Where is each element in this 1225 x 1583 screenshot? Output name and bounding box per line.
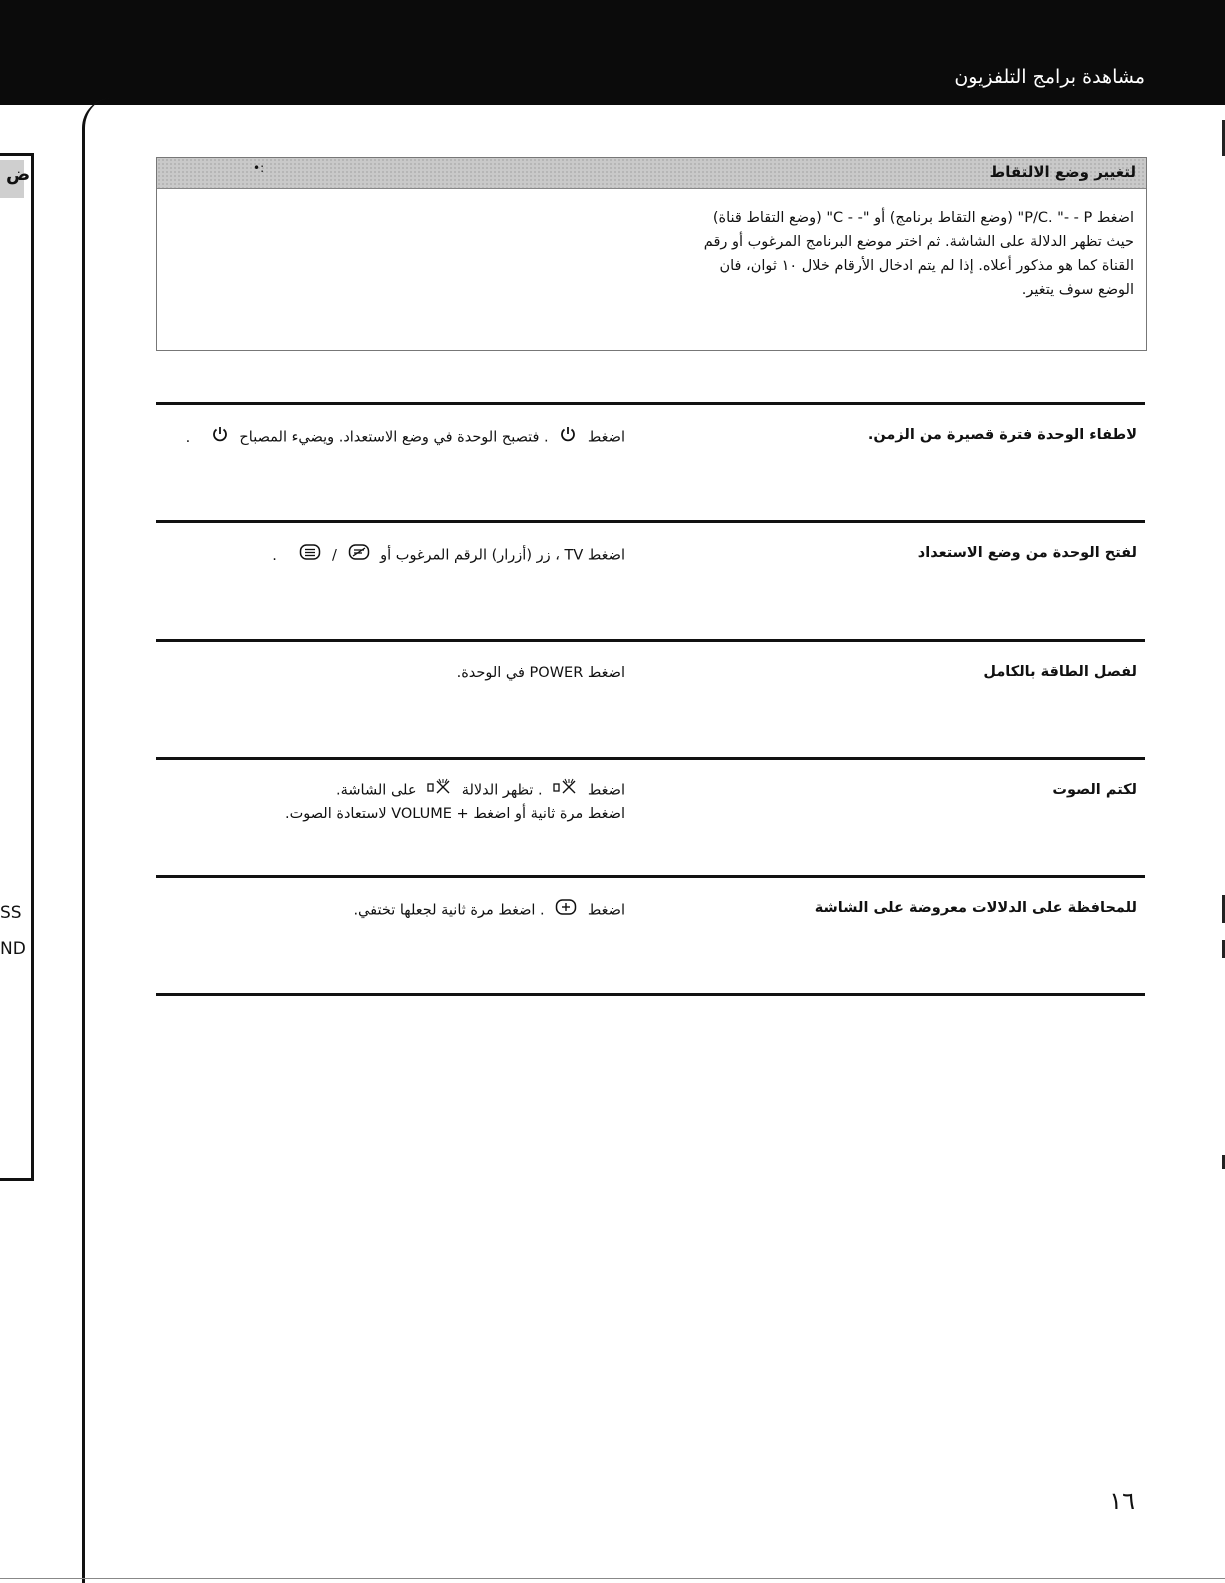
header-bar bbox=[0, 0, 1225, 105]
keep-display-text: . اضغط مرة ثانية لجعلها تختفي. bbox=[353, 902, 545, 919]
mode-change-line: الوضع سوف يتغير. bbox=[1021, 282, 1134, 298]
mode-change-box-header bbox=[157, 158, 1146, 189]
row-title-power-off: لفصل الطاقة بالكامل bbox=[983, 664, 1137, 680]
standby-text: . فتصبح الوحدة في وضع الاستعداد. ويضيء المصباح bbox=[239, 429, 549, 446]
mode-change-box bbox=[156, 157, 1147, 351]
trailing-dot: . bbox=[185, 429, 191, 446]
mode-change-title: لتغيير وضع الالتقاط bbox=[989, 163, 1136, 181]
section-divider bbox=[156, 875, 1145, 878]
mute-icon bbox=[553, 778, 577, 803]
section-divider bbox=[156, 993, 1145, 996]
row-desc-standby bbox=[186, 425, 625, 450]
mute-icon bbox=[427, 778, 451, 803]
press-word: اضغط bbox=[587, 429, 625, 446]
trailing-dot: . bbox=[272, 547, 277, 564]
row-title-standby: لاطفاء الوحدة فترة قصيرة من الزمن. bbox=[867, 427, 1137, 443]
mode-change-text bbox=[694, 206, 1134, 302]
mode-change-line: اضغط P/C. "- - P" (وضع التقاط برنامج) أو "- - C" (وضع التقاط قناة) bbox=[712, 210, 1134, 226]
row-title-keep-display: للمحافظة على الدلالات معروضة على الشاشة bbox=[814, 900, 1137, 916]
page-header-title: مشاهدة برامج التلفزيون bbox=[954, 66, 1145, 88]
press-word: اضغط bbox=[587, 782, 625, 799]
page-number: ١٦ bbox=[1109, 1487, 1135, 1515]
power-icon bbox=[211, 425, 229, 450]
press-word: اضغط bbox=[587, 902, 625, 919]
display-button-icon bbox=[555, 898, 577, 923]
wake-text: اضغط TV ، زر (أزرار) الرقم المرغوب أو bbox=[380, 547, 625, 564]
mute-indicator-text: . تظهر الدلالة bbox=[461, 782, 543, 799]
box-decoration: •: bbox=[253, 161, 265, 175]
footer-line bbox=[0, 1578, 1225, 1579]
power-icon bbox=[559, 425, 577, 450]
mode-change-line: حيث تظهر الدلالة على الشاشة. ثم اختر موضع البرنامج المرغوب أو رقم bbox=[703, 234, 1134, 250]
row-title-wake: لفتح الوحدة من وضع الاستعداد bbox=[917, 545, 1137, 561]
mode-change-line: القناة كما هو مذكور أعلاه. إذا لم يتم ادخال الأرقام خلال ١٠ ثوان، فان bbox=[719, 258, 1134, 274]
adjacent-page-tab-text: ض bbox=[6, 164, 31, 185]
mute-indicator-text-2: على الشاشة. bbox=[336, 782, 417, 799]
adjacent-page-fragment-1: SS bbox=[0, 903, 22, 923]
section-divider bbox=[156, 402, 1145, 405]
teletext-icon bbox=[299, 543, 321, 568]
row-desc-wake bbox=[272, 543, 625, 568]
page-edge-curve bbox=[82, 98, 113, 1583]
row-title-mute: لكتم الصوت bbox=[1052, 782, 1137, 798]
mute-line-2: اضغط مرة ثانية أو اضغط + VOLUME لاستعادة الصوت. bbox=[284, 806, 625, 822]
section-divider bbox=[156, 520, 1145, 523]
row-desc-keep-display bbox=[353, 898, 625, 923]
row-desc-power-off: اضغط POWER في الوحدة. bbox=[456, 665, 625, 681]
row-desc-mute bbox=[285, 778, 625, 825]
mute-line-1 bbox=[285, 778, 625, 803]
section-divider bbox=[156, 757, 1145, 760]
icon-separator: / bbox=[332, 547, 337, 564]
adjacent-page-fragment-2: ND bbox=[0, 939, 26, 959]
section-divider bbox=[156, 639, 1145, 642]
teletext-mix-icon bbox=[348, 543, 370, 568]
adjacent-page-frame bbox=[0, 153, 34, 1181]
